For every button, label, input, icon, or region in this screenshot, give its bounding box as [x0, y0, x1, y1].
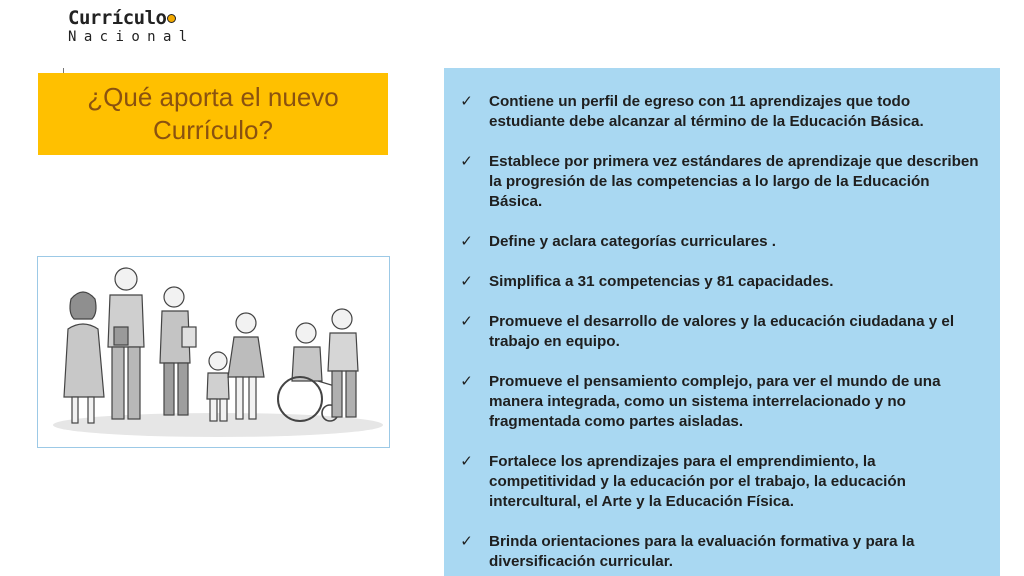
checkmark-icon: ✓	[460, 453, 473, 470]
title-banner	[38, 73, 388, 155]
checkmark-icon: ✓	[460, 273, 473, 290]
logo-accent-dot	[167, 14, 176, 23]
list-item: ✓ Promueve el pensamiento complejo, para ver el mundo de una manera integrada, como un sistema interrelacionado y no fragmentada como partes aisladas.	[458, 372, 980, 432]
list-item: ✓ Brinda orientaciones para la evaluación formativa y para la diversificación curricular.	[458, 532, 980, 572]
features-panel	[444, 68, 1000, 576]
checkmark-icon: ✓	[460, 233, 473, 250]
list-item: ✓ Define y aclara categorías curriculares .	[458, 232, 980, 252]
curriculo-nacional-logo	[68, 8, 198, 48]
family-illustration-frame	[37, 256, 390, 448]
checkmark-icon: ✓	[460, 313, 473, 330]
logo-line-1: Currículo	[68, 8, 198, 28]
list-item: ✓ Fortalece los aprendizajes para el emprendimiento, la competitividad y la educación por el trabajo, la educación intercultural, el Arte y la Educación Física.	[458, 452, 980, 512]
family-diversity-illustration-icon	[38, 257, 389, 447]
list-item: ✓ Promueve el desarrollo de valores y la educación ciudadana y el trabajo en equipo.	[458, 312, 980, 352]
list-item: ✓ Simplifica a 31 competencias y 81 capacidades.	[458, 272, 980, 292]
checkmark-icon: ✓	[460, 153, 473, 170]
logo-line-2: Nacional	[68, 29, 195, 45]
features-list	[444, 68, 1000, 572]
list-item: ✓ Establece por primera vez estándares de aprendizaje que describen la progresión de las competencias a lo largo de la Educación Básica.	[458, 152, 980, 212]
list-item: ✓ Contiene un perfil de egreso con 11 aprendizajes que todo estudiante debe alcanzar al término de la Educación Básica.	[458, 92, 980, 132]
checkmark-icon: ✓	[460, 93, 473, 110]
checkmark-icon: ✓	[460, 373, 473, 390]
checkmark-icon: ✓	[460, 533, 473, 550]
page-title: ¿Qué aporta el nuevo Currículo?	[87, 82, 339, 145]
